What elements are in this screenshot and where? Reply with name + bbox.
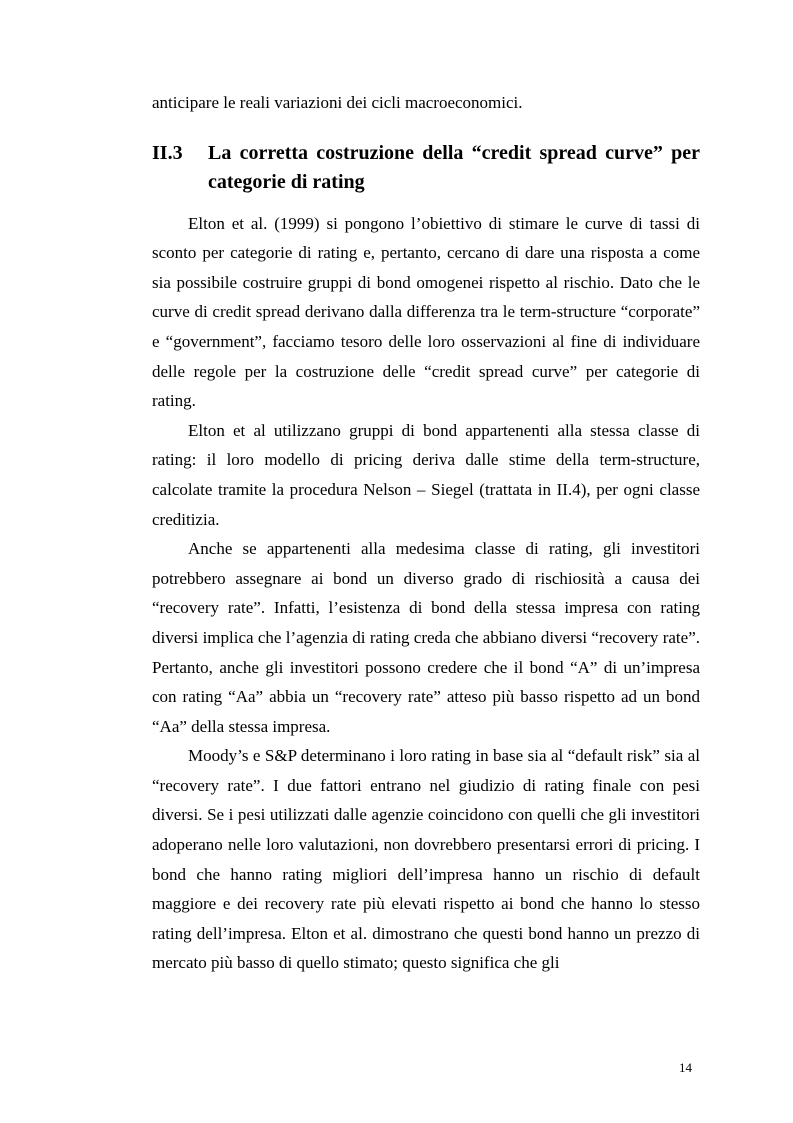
- section-heading: [152, 139, 700, 197]
- page-number: 14: [679, 1060, 692, 1075]
- paragraph-3: Anche se appartenenti alla medesima classe di rating, gli investitori potrebbero assegnare ai bond un diverso grado di rischiosità a causa dei “recovery rate”. Infatti, l’esistenza di bond della stessa impresa con rating diversi implica che l’agenzia di rating creda che abbiano diversi “recovery rate”. Pertanto, anche gli investitori possono credere che il bond “A” di un’impresa con rating “Aa” abbia un “recovery rate” atteso più basso rispetto ad un bond “Aa” della stessa impresa.: [152, 539, 700, 736]
- lead-paragraph: anticipare le reali variazioni dei cicli macroeconomici.: [152, 93, 523, 112]
- paragraph-4: Moody’s e S&P determinano i loro rating in base sia al “default risk” sia al “recovery rate”. I due fattori entrano nel giudizio di rating finale con pesi diversi. Se i pesi utilizzati dalle agenzie coincidono con quelli che gli investitori adoperano nelle loro valutazioni, non dovrebbero presentarsi errori di pricing. I bond che hanno rating migliori dell’impresa hanno un rischio di default maggiore e dei recovery rate più elevati rispetto ai bond che hanno lo stesso rating dell’impresa. Elton et al. dimostrano che questi bond hanno un prezzo di mercato più basso di quello stimato; questo significa che gli: [152, 746, 700, 973]
- paragraph-2: Elton et al utilizzano gruppi di bond appartenenti alla stessa classe di rating: il loro modello di pricing deriva dalle stime della term-structure, calcolate tramite la procedura Nelson – Siegel (trattata in II.4), per ogni classe creditizia.: [152, 420, 700, 529]
- paragraph-1: Elton et al. (1999) si pongono l’obiettivo di stimare le curve di tassi di sconto per categorie di rating e, pertanto, cercano di dare una risposta a come sia possibile costruire gruppi di bond omogenei rispetto al rischio. Dato che le curve di credit spread derivano dalla differenza tra le term-structure “corporate” e “government”, facciamo tesoro delle loro osservazioni al fine di individuare delle regole per la costruzione delle “credit spread curve” per categorie di rating.: [152, 213, 700, 411]
- section-title: La corretta costruzione della “credit spread curve” per categorie di rating: [208, 141, 700, 193]
- page-body: [152, 88, 700, 978]
- section-number: II.3: [152, 141, 183, 164]
